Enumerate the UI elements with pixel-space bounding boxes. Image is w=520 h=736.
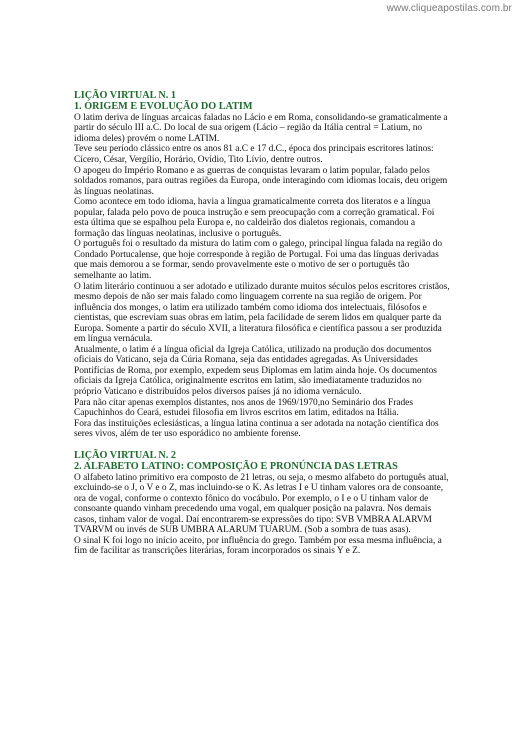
site-watermark: www.cliqueapostilas.com.br: [386, 3, 512, 14]
lesson-2-title: 2. ALFABETO LATINO: COMPOSIÇÃO E PRONÚNCIA DAS LETRAS: [74, 461, 398, 473]
paragraph: Fora das instituições eclesiásticas, a língua latina continua a ser adotada na notação científica dos seres vivos, além de ter uso esporádico no ambiente forense.: [74, 418, 439, 440]
paragraph: O sinal K foi logo no início aceito, por influência do grego. Também por essa mesma influência, a fim de facilitar as transcrições literárias, foram incorporados os sinais Y e Z.: [74, 535, 442, 557]
lesson-2: [74, 450, 450, 557]
document-body: [74, 90, 450, 557]
paragraph: O latim literário continuou a ser adotado e utilizado durante muitos séculos pelos escritores cristãos, mesmo depois de não ser mais falado como linguagem corrente na sua região de origem. Por influência dos monges, o latim era utilizado também como idioma dos intelectuais, filósofos e cientistas, que escreviam suas obras em latim, pela facilidade de serem lidos em qualquer parte da Europa. Somente a partir do século XVII, a literatura filosófica e científica passou a ser produzida em língua vernácula.: [74, 281, 450, 345]
lesson-1: [74, 90, 450, 440]
paragraph: Para não citar apenas exemplos distantes, nos anos de 1969/1970,no Seminário dos Frades Capuchinhos do Ceará, estudei filosofia em livros escritos em latim, editados na Itália.: [74, 397, 413, 419]
paragraph: O latim deriva de línguas arcaicas faladas no Lácio e em Roma, consolidando-se gramaticalmente a partir do século III a.C. Do local de sua origem (Lácio – região da Itália central = Latium, no idioma deles) provém o nome LATIM.: [74, 112, 448, 144]
lesson-2-heading: LIÇÃO VIRTUAL N. 2: [74, 449, 176, 461]
paragraph: Como acontece em todo idioma, havia a língua gramaticalmente correta dos literatos e a língua popular, falada pelo povo de pouca instrução e sem preocupação com a correção gramatical. Foi esta última que se espalhou pela Europa e, no caldeirão dos dialetos regionais, comandou a formação das línguas neolatinas, inclusive o português.: [74, 197, 435, 239]
paragraph: O apogeu do Império Romano e as guerras de conquistas levaram o latim popular, falado pelos soldados romanos, para outras regiões da Europa, onde interagindo com idiomas locais, deu origem às línguas neolatinas.: [74, 165, 448, 197]
paragraph: Atualmente, o latim é a língua oficial da Igreja Católica, utilizado na produção dos documentos oficiais do Vaticano, seja da Cúria Romana, seja das entidades agregadas. As Universidades Pontifícias de Roma, por exemplo, expedem seus Diplomas em latim ainda hoje. Os documentos oficiais da Igreja Católica, originalmente escritos em latim, são imediatamente traduzidos no próprio Vaticano e distribuídos pelos diversos países já no idioma vernáculo.: [74, 344, 437, 398]
paragraph: Teve seu período clássico entre os anos 81 a.C e 17 d.C., época dos principais escritores latinos: Cícero, César, Vergílio, Horário, Ovídio, Tito Lívio, dentre outros.: [74, 144, 434, 165]
paragraph: O português foi o resultado da mistura do latim com o galego, principal língua falada na região do Condado Portucalense, que hoje corresponde à região de Portugal. Foi uma das línguas derivadas que mais demorou a se formar, sendo provavelmente este o motivo de ser o português tão semelhante ao latim.: [74, 239, 443, 282]
paragraph: O alfabeto latino primitivo era composto de 21 letras, ou seja, o mesmo alfabeto do português atual, excluindo-se o J, o V e o Z, mas incluindo-se o K. As letras I e U tinham valores ora de consoante, ora de vogal, conforme o contexto fônico do vocábulo. Por exemplo, o I e o U tinham valor de consoante quando vinham precedendo uma vogal, em qualquer posição na palavra. Nos demais casos, tinham valor de vogal. Daí encontrarem-se expressões do tipo: SVB VMBRA ALARVM TVARVM ou invés de SUB UMBRA ALARUM TUARUM. (Sob a sombra de tuas asas).: [74, 472, 449, 536]
lesson-1-heading: LIÇÃO VIRTUAL N. 1: [74, 90, 176, 101]
section-spacer: [74, 440, 450, 450]
lesson-1-title: 1. ORIGEM E EVOLUÇÃO DO LATIM: [74, 101, 253, 113]
